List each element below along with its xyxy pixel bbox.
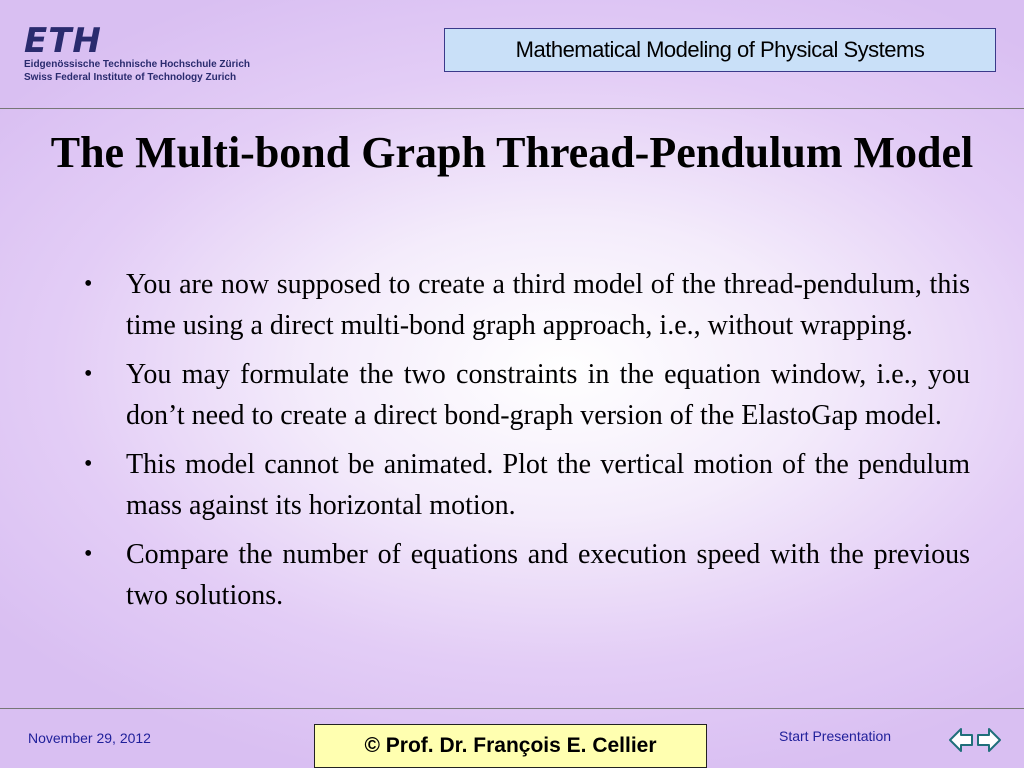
- arrow-left-icon[interactable]: [948, 724, 974, 756]
- bullet-icon: •: [84, 271, 93, 297]
- bullet-item: [84, 264, 970, 346]
- bullet-text: Compare the number of equations and execution speed with the previous two solutions.: [126, 539, 970, 611]
- bullet-icon: •: [84, 361, 93, 387]
- author-credit: © Prof. Dr. François E. Cellier: [364, 734, 657, 757]
- bullet-text: You are now supposed to create a third model of the thread-pendulum, this time using a direct multi-bond graph approach, i.e., without wrapping.: [126, 269, 970, 341]
- eth-logo: [24, 21, 264, 96]
- start-presentation-link[interactable]: Start Presentation: [779, 728, 892, 744]
- footer-date: November 29, 2012: [28, 730, 151, 746]
- bullet-item: [84, 444, 970, 526]
- bullet-text: This model cannot be animated. Plot the vertical motion of the pendulum mass against its horizontal motion.: [126, 449, 970, 521]
- logo-line-german: Eidgenössische Technische Hochschule Zürich: [24, 59, 250, 70]
- course-title: Mathematical Modeling of Physical Systems: [515, 37, 925, 62]
- course-title-box: [444, 28, 996, 72]
- footer-divider: [0, 708, 1024, 709]
- author-box: [314, 724, 707, 768]
- header-divider: [0, 108, 1024, 109]
- slide-title: The Multi-bond Graph Thread-Pendulum Model: [50, 128, 974, 177]
- bullet-list: [84, 264, 970, 624]
- logo-mark: ETH: [24, 21, 102, 61]
- bullet-icon: •: [84, 541, 93, 567]
- arrow-right-icon[interactable]: [976, 724, 1002, 756]
- bullet-item: [84, 534, 970, 616]
- slide-navigation: [948, 724, 1002, 756]
- bullet-icon: •: [84, 451, 93, 477]
- bullet-item: [84, 354, 970, 436]
- bullet-text: You may formulate the two constraints in the equation window, i.e., you don’t need to create a direct bond-graph version of the ElastoGap model.: [126, 359, 970, 431]
- logo-line-english: Swiss Federal Institute of Technology Zurich: [24, 72, 237, 83]
